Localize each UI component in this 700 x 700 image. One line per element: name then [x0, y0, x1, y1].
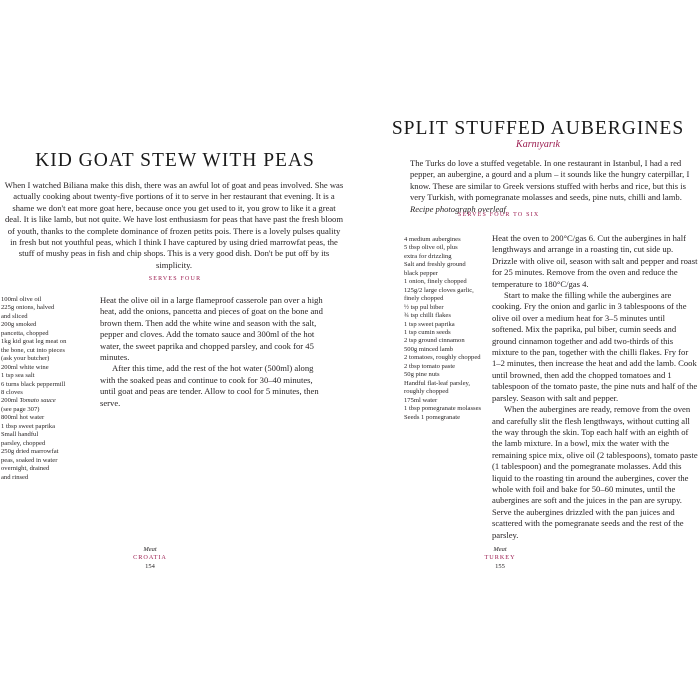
serves-label: SERVES FOUR TO SIX: [458, 212, 540, 218]
ingredient-item: Small handful: [1, 431, 39, 439]
ingredient-item: 2 tomatoes, roughly chopped: [404, 354, 481, 362]
right-page: [350, 0, 700, 700]
ingredient-item: 500g minced lamb: [404, 345, 454, 353]
ingredient-item: 1 tbsp pomegranate molasses: [404, 405, 482, 413]
method-paragraph: When the aubergines are ready, remove from the oven and carefully slit the flesh lengthways, without cutting all the way through the skin. Top each half with an eighth of the lamb mixture. In a bowl, mix the water with the remaining spice mix, olive oil (2 tablespoons), tomato paste (1 tablespoon) and the pomegranate molasses. Add this liquid to the roasting tin around the aubergines, cover the whole with foil and bake for 50–60 minutes, until the aubergines are soft and the juices in the pan are syrupy. Serve the aubergines drizzled with the pan juices and scattered with the pomegranate seeds and the rest of the parsley.: [492, 404, 698, 540]
ingredient-item: roughly chopped: [404, 388, 449, 396]
ingredient-list: [1, 296, 93, 482]
ingredient-item: 1 onion, finely chopped: [404, 278, 467, 286]
ingredient-item: 225g onions, halved: [1, 304, 55, 312]
page-folio: [120, 546, 180, 571]
intro-photo-note: Recipe photograph overleaf: [410, 203, 506, 214]
ingredient-item: 100ml olive oil: [1, 296, 42, 303]
ingredient-item: 125g/2 large cloves garlic,: [404, 286, 474, 294]
ingredient-item: 1 tsp sea salt: [1, 372, 35, 380]
ingredient-item: 2 tbsp tomato paste: [404, 362, 456, 370]
ingredient-item: 4 medium aubergines: [404, 236, 461, 243]
ingredient-item: and sliced: [1, 312, 28, 320]
page-number: 155: [495, 563, 505, 570]
recipe-intro: When I watched Biliana make this dish, there was an awful lot of goat and peas involved. She was actually cooking about twenty-five portions of it to serve in her restaurant that evening. It is a shame we don't eat more goat here, because once you get used to it, you grow to like it a great deal. It is like lamb, but not quite. We have lost enthusiasm for peas that have past the fresh bloom of youth, thanks to the complete dominance of frozen petits pois. There is a lovely pulses quality in fresh but not youthful peas, which I think I have captured by using dried marrowfat peas, the stuff of mushy peas in fish and chip shops. This is a very good dish. Don't be put off by its simplicity.: [4, 180, 344, 270]
ingredient-item: Handful flat-leaf parsley,: [404, 379, 471, 387]
ingredient-item: 1 tsp sweet paprika: [404, 320, 455, 328]
ingredient-item: 1 tbsp sweet paprika: [1, 422, 56, 430]
method-paragraph: Heat the oven to 200°C/gas 6. Cut the aubergines in half lengthways and arrange in a roasting tin, cut side up. Drizzle with olive oil, season with salt and pepper and roast for 25 minutes. Remove from the oven and reduce the temperature to 180°C/gas 4.: [492, 233, 698, 289]
ingredient-item: extra for drizzling: [404, 252, 452, 260]
folio-section: Meat: [143, 546, 157, 553]
method-text: [100, 295, 324, 409]
ingredient-item: 1 tsp cumin seeds: [404, 328, 451, 336]
method-text: [492, 233, 698, 541]
ingredient-item: 175ml water: [404, 396, 438, 404]
method-paragraph: After this time, add the rest of the hot water (500ml) along with the soaked peas and continue to cook for 30–40 minutes, until goat and peas are tender. Allow to cool for 5 minutes, then serve.: [100, 363, 319, 408]
ingredient-item: overnight, drained: [1, 465, 50, 473]
recipe-subtitle: Karnıyarık: [516, 139, 560, 150]
method-paragraph: Heat the olive oil in a large flameproof casserole pan over a high heat, add the onions, pancetta and pieces of goat on the bone and brown them. Then add the white wine and season with the salt, pepper and cloves. Add the tomato sauce and 300ml of the hot water, the sweet paprika and chopped parsley, and cook for 45 minutes.: [100, 295, 323, 363]
ingredient-item: 50g pine nuts: [404, 371, 440, 379]
ingredient-item: the bone, cut into pieces: [1, 346, 65, 354]
ingredient-item: peas, soaked in water: [1, 456, 58, 464]
intro-text: The Turks do love a stuffed vegetable. In one restaurant in Istanbul, I had a red pepper, an aubergine, a gourd and a plum – it sounds like the hungry caterpillar, I know. These are similar to Greek versions stuffed with herbs and rice, but this is very Turkish, with pomegranate molasses and seeds, pine nuts, chilli and lamb.: [410, 158, 690, 203]
ingredient-item: 2 tsp ground cinnamon: [404, 337, 465, 345]
ingredient-item: finely chopped: [404, 295, 444, 303]
page-folio: [470, 546, 530, 571]
ingredient-item: and rinsed: [1, 473, 29, 481]
ingredient-item: 5 tbsp olive oil, plus: [404, 244, 458, 252]
ingredient-item: Salt and freshly ground: [404, 261, 466, 269]
ingredient-item: 6 turns black peppermill: [1, 380, 66, 388]
ingredient-item: 1kg kid goat leg meat on: [1, 338, 67, 346]
ingredient-item: 200g smoked: [1, 321, 37, 329]
method-paragraph: Start to make the filling while the aubergines are cooking. Fry the onion and garlic in 3 tablespoons of the olive oil over a medium heat for 3–5 minutes until softened. Mix the paprika, pul biber, cumin seeds and ground cinnamon together and add two-thirds of this mixture to the pan, together with the chilli flakes. Fry for 1–2 minutes, then increase the heat and add the lamb. Cook until browned, then add the chopped tomatoes and 1 tablespoon of the tomato paste, the pine nuts and half of the parsley. Season with salt and pepper.: [492, 290, 698, 403]
ingredient-item: 800ml hot water: [1, 414, 45, 422]
ingredient-qty: 200ml: [1, 397, 20, 405]
recipe-title: SPLIT STUFFED AUBERGINES: [391, 118, 685, 139]
ingredient-item: pancetta, chopped: [1, 329, 49, 337]
page-number: 154: [145, 563, 155, 570]
ingredient-item: 200ml white wine: [1, 363, 49, 371]
ingredient-italic: Tomato sauce: [19, 397, 56, 405]
ingredient-item: Seeds 1 pomegranate: [404, 413, 461, 421]
ingredient-item: 250g dried marrowfat: [1, 448, 59, 456]
ingredient-item: (see page 307): [1, 405, 40, 413]
recipe-title: KID GOAT STEW WITH PEAS: [35, 150, 315, 171]
ingredient-item: 8 cloves: [1, 388, 23, 396]
serves-label: SERVES FOUR: [148, 276, 202, 282]
folio-country: TURKEY: [484, 554, 516, 561]
folio-section: Meat: [493, 546, 507, 553]
ingredient-item: (ask your butcher): [1, 355, 50, 363]
ingredient-item: ½ tsp pul biber: [404, 303, 444, 311]
ingredient-list: [404, 236, 496, 422]
ingredient-item: ¾ tsp chilli flakes: [404, 312, 451, 320]
ingredient-item: black pepper: [404, 269, 438, 277]
ingredient-item: parsley, chopped: [1, 439, 46, 447]
folio-country: CROATIA: [133, 554, 167, 561]
ingredient-item: [1, 397, 93, 405]
recipe-intro: [410, 158, 700, 215]
